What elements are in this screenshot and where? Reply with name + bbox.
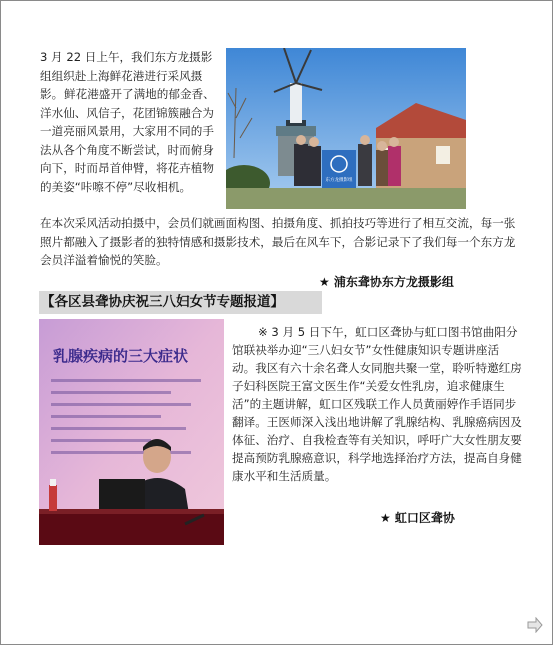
article2-signature: ★ 虹口区聋协 bbox=[380, 511, 455, 525]
lecture-photo bbox=[39, 319, 224, 545]
article1-paragraph-2-continued: 在本次采风活动拍摄中，会员们就画面构图、拍摄角度、抓拍技巧等进行了相互交流，每一张照片都融入了摄影者的独特情感和摄影技术，最后在风车下，合影记录下了我们每一个东方龙会员洋溢着愉悦的笑脸。 bbox=[40, 216, 516, 267]
banner-text: 东方龙摄影组 bbox=[325, 178, 353, 183]
windmill-group-photo bbox=[226, 48, 466, 209]
lecture-photo-illustration bbox=[39, 319, 224, 545]
slide-title: 乳腺疾病的三大症状 bbox=[53, 347, 189, 365]
windmill-photo-illustration bbox=[226, 48, 466, 209]
section-heading: 【各区县聋协庆祝三八妇女节专题报道】 bbox=[39, 291, 322, 314]
article1-paragraph-2: 鲜花港盛开了满地的郁金香、洋水仙、风信子，花团锦簇融合为一道亮丽风景用，大家用不同的手法从各个角度不断尝试，时而俯身向下，时而昂首伸臂，将花卉植物的美姿“咔嚓不停”尽收相机。 bbox=[40, 87, 215, 194]
article1-signature: ★ 浦东聋协东方龙摄影组 bbox=[319, 275, 454, 289]
next-page-arrow-icon[interactable] bbox=[527, 617, 543, 633]
article1-paragraph-1: 3 月 22 日上午，我们东方龙摄影组组织赴上海鲜花港进行采风摄影。 bbox=[40, 50, 213, 101]
article2-body: ※ 3 月 5 日下午，虹口区聋协与虹口图书馆曲阳分馆联袂举办迎“三八妇女节”女性健康知识专题讲座活动。我区有六十余名聋人女同胞共聚一堂，聆听特邀红房子妇科医院王富文医生作“关爱女性乳房，追求健康生活”的主题讲解，虹口区残联工作人员黄丽婷作手语同步翻译。王医师深入浅出地讲解了乳腺结构、乳腺癌病因及体征、治疗、自我检查等有关知识，呼吁广大女性朋友要提高预防乳腺癌意识，科学地选择治疗方法，提高自身健康水平和生活质量。 bbox=[232, 325, 522, 483]
